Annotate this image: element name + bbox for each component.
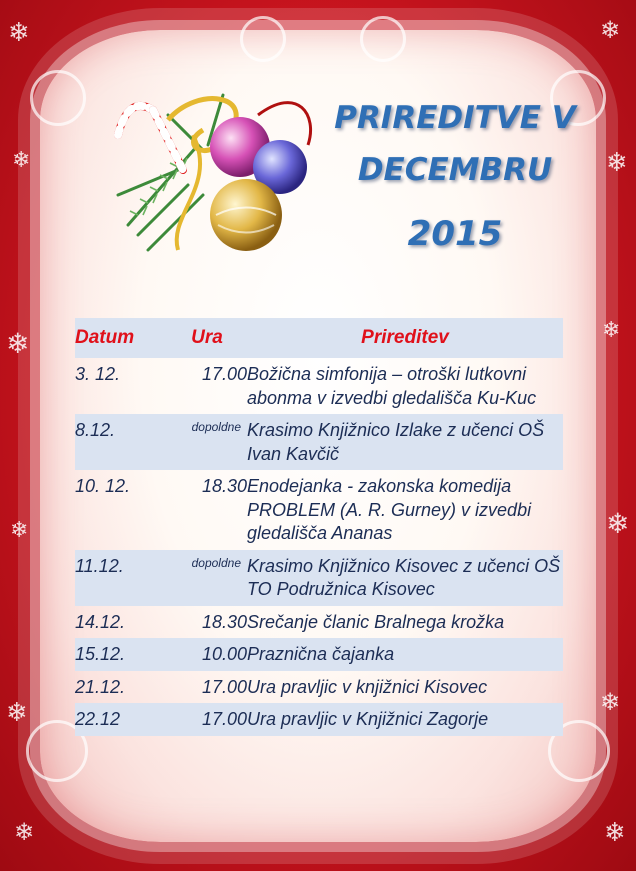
- column-header-date: Datum: [75, 327, 135, 348]
- table-row: [75, 550, 563, 606]
- snowflake-icon: ❄: [600, 16, 621, 44]
- swirl-ornament: [360, 16, 406, 62]
- row-time: 17.00: [201, 709, 247, 729]
- row-date: 14.12.: [75, 611, 126, 632]
- table-row: [75, 358, 563, 414]
- row-time: 17.00: [201, 676, 247, 697]
- snowflake-icon: ❄: [12, 148, 31, 173]
- row-time: 17.00: [201, 364, 247, 384]
- row-time: 18.30: [201, 611, 247, 632]
- snowflake-icon: ❄: [606, 507, 630, 540]
- column-header-time: Ura: [191, 327, 223, 348]
- snowflake-icon: ❄: [6, 698, 28, 728]
- row-date: 21.12.: [75, 676, 126, 697]
- row-event: Enodejanka - zakonska komedija PROBLEM (A. R. Gurney) v izvedbi gledališča Ananas: [247, 476, 532, 543]
- page-title-year: 2015: [407, 214, 503, 254]
- row-time: 18.30: [201, 476, 247, 496]
- table-row: [75, 671, 563, 704]
- row-time: 10.00: [201, 644, 247, 664]
- snowflake-icon: ❄: [10, 518, 29, 543]
- snowflake-icon: ❄: [14, 818, 35, 846]
- row-event: Ura pravljic v Knjižnici Zagorje: [247, 709, 489, 729]
- row-event: Krasimo Knjižnico Kisovec z učenci OŠ TO Podružnica Kisovec: [247, 555, 561, 599]
- row-time: dopoldne: [191, 555, 241, 570]
- row-date: 11.12.: [75, 555, 124, 576]
- snowflake-icon: ❄: [604, 818, 626, 848]
- row-event: Ura pravljic v knjižnici Kisovec: [247, 676, 488, 697]
- table-row: [75, 470, 563, 550]
- page-title-line-2: DECEMBRU: [357, 152, 553, 188]
- snowflake-icon: ❄: [602, 318, 621, 343]
- swirl-ornament: [30, 70, 86, 126]
- row-date: 8.12.: [75, 420, 116, 440]
- snowflake-icon: ❄: [606, 148, 628, 178]
- snowflake-icon: ❄: [600, 688, 621, 716]
- row-time: dopoldne: [191, 420, 241, 434]
- row-date: 15.12.: [75, 644, 126, 664]
- column-header-event: Prireditev: [361, 327, 449, 348]
- christmas-ornament-illustration: [108, 75, 323, 265]
- row-event: Božična simfonija – otroški lutkovni abonma v izvedbi gledališča Ku-Kuc: [247, 364, 537, 408]
- row-event: Krasimo Knjižnico Izlake z učenci OŠ Ivan Kavčič: [247, 420, 545, 464]
- swirl-ornament: [240, 16, 286, 62]
- row-event: Srečanje članic Bralnega krožka: [247, 611, 505, 632]
- row-date: 3. 12.: [75, 364, 121, 384]
- row-date: 22.12: [75, 709, 121, 729]
- table-header-row: [75, 318, 563, 358]
- row-date: 10. 12.: [75, 476, 131, 496]
- table-row: [75, 703, 563, 736]
- table-row: [75, 638, 563, 671]
- table-row: [75, 414, 563, 470]
- row-event: Praznična čajanka: [247, 644, 395, 664]
- snowflake-icon: ❄: [8, 18, 30, 48]
- page-title-line-1: PRIREDITVE V: [334, 100, 576, 136]
- events-table: [75, 318, 563, 736]
- snowflake-icon: ❄: [6, 327, 30, 360]
- table-row: [75, 606, 563, 639]
